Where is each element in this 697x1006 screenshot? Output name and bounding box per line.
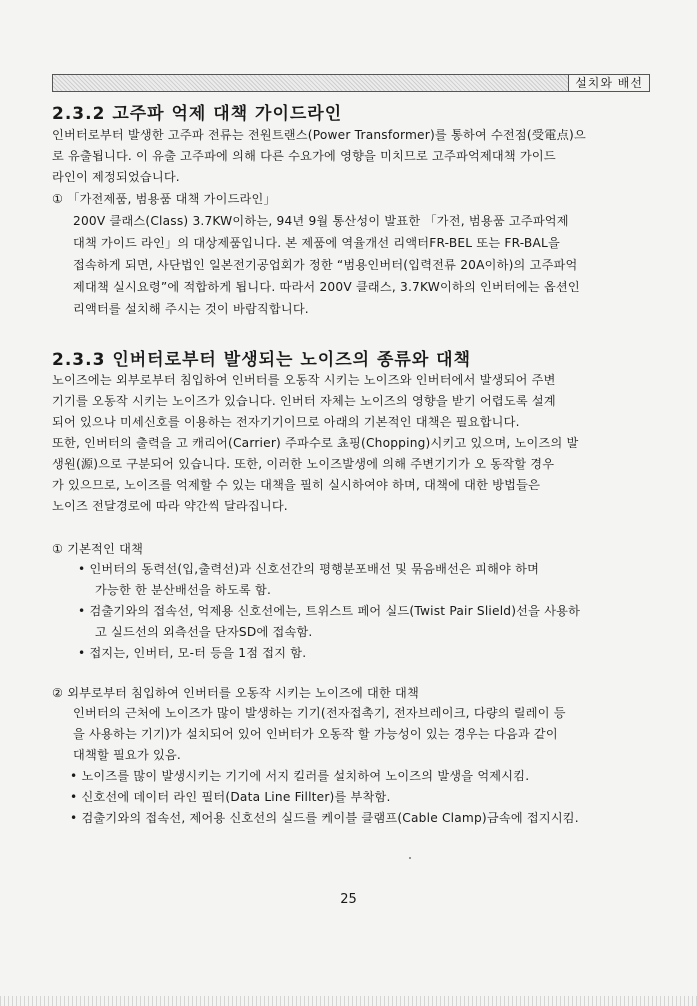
page-number: 25 [340,892,357,907]
basic-measures-heading: ① 기본적인 대책 [52,542,144,556]
paragraph-line: 기기를 오동작 시키는 노이즈가 있습니다. 인버터 자체는 노이즈의 영향을 받기 어렵도록 설계 [52,394,556,408]
scan-edge [0,996,697,1006]
paragraph-line: 라인이 제정되었습니다. [52,170,180,184]
paragraph-line: 로 유출됩니다. 이 유출 고주파에 의해 다른 수요가에 영향을 미치므로 고주파억제대책 가이드 [52,149,556,163]
paragraph-line: 리액터를 설치해 주시는 것이 바람직합니다. [73,302,309,316]
section-title-2-3-3: 2.3.3 인버터로부터 발생되는 노이즈의 종류와 대책 [52,350,472,370]
bullet-item: • 노이즈를 많이 발생시키는 기기에 서지 킬러를 설치하여 노이즈의 발생을 억제시킴. [70,769,530,783]
bullet-item: • 검출기와의 접속선, 제어용 신호선의 실드를 케이블 클램프(Cable Clamp)금속에 접지시킴. [70,811,579,825]
paragraph-line: 200V 클래스(Class) 3.7KW이하는, 94년 9월 통산성이 발표한 「가전, 범용품 고주파억제 [73,214,569,228]
bullet-item: • 신호선에 데이터 라인 필터(Data Line Fillter)를 부착함. [70,790,391,804]
paragraph-line: 대책 가이드 라인」의 대상제품입니다. 본 제품에 역율개선 리액터FR-BEL 또는 FR-BAL을 [73,236,560,250]
header-bar [52,74,650,92]
header-label: 설치와 배선 [568,74,649,92]
paragraph-line: 접속하게 되면, 사단법인 일본전기공업회가 정한 “범용인버터(입력전류 20A이하)의 고주파억 [73,258,578,272]
bullet-item: • 접지는, 인버터, 모-터 등을 1점 접지 함. [78,646,307,660]
paragraph-line: 인버터로부터 발생한 고주파 전류는 전원트랜스(Power Transformer)를 통하여 수전점(受電点)으 [52,128,586,142]
guideline-heading: ① 「가전제품, 범용품 대책 가이드라인」 [52,192,276,206]
paragraph-line: 되어 있으나 미세신호를 이용하는 전자기기이므로 아래의 기본적인 대책은 필요합니다. [52,415,520,429]
external-noise-heading: ② 외부로부터 침입하여 인버터를 오동작 시키는 노이즈에 대한 대책 [52,686,419,700]
bullet-continuation: 고 실드선의 외측선을 단자SD에 접속함. [95,625,313,639]
paragraph-line: 또한, 인버터의 출력을 고 캐리어(Carrier) 주파수로 쵸핑(Chopping)시키고 있으며, 노이즈의 발 [52,436,579,450]
paragraph-line: 을 사용하는 기기)가 설치되어 있어 인버터가 오동작 할 가능성이 있는 경우는 다음과 같이 [73,727,558,741]
paragraph-line: 노이즈에는 외부로부터 침입하여 인버터를 오동작 시키는 노이즈와 인버터에서 발생되어 주변 [52,373,556,387]
paragraph-line: 인버터의 근처에 노이즈가 많이 발생하는 기기(전자접촉기, 전자브레이크, 다량의 릴레이 등 [73,706,566,720]
bullet-item: • 검출기와의 접속선, 억제용 신호선에는, 트위스트 페어 실드(Twist Pair Slield)선을 사용하 [78,604,581,618]
paragraph-line: 대책할 필요가 있음. [73,748,182,762]
scan-speck [409,857,411,859]
bullet-item: • 인버터의 동력선(입,출력선)과 신호선간의 평행분포배선 및 묶음배선은 피해야 하며 [78,562,540,576]
section-title-2-3-2: 2.3.2 고주파 억제 대책 가이드라인 [52,104,343,124]
bullet-continuation: 가능한 한 분산배선을 하도록 함. [95,583,272,597]
paragraph-line: 가 있으므로, 노이즈를 억제할 수 있는 대책을 필히 실시하여야 하며, 대책에 대한 방법들은 [52,478,541,492]
paragraph-line: 노이즈 전달경로에 따라 약간씩 달라집니다. [52,499,288,513]
paragraph-line: 생원(源)으로 구분되어 있습니다. 또한, 이러한 노이즈발생에 의해 주변기기가 오 동작할 경우 [52,457,555,471]
paragraph-line: 제대책 실시요령”에 적합하게 됩니다. 따라서 200V 클래스, 3.7KW이하의 인버터에는 옵션인 [73,280,580,294]
